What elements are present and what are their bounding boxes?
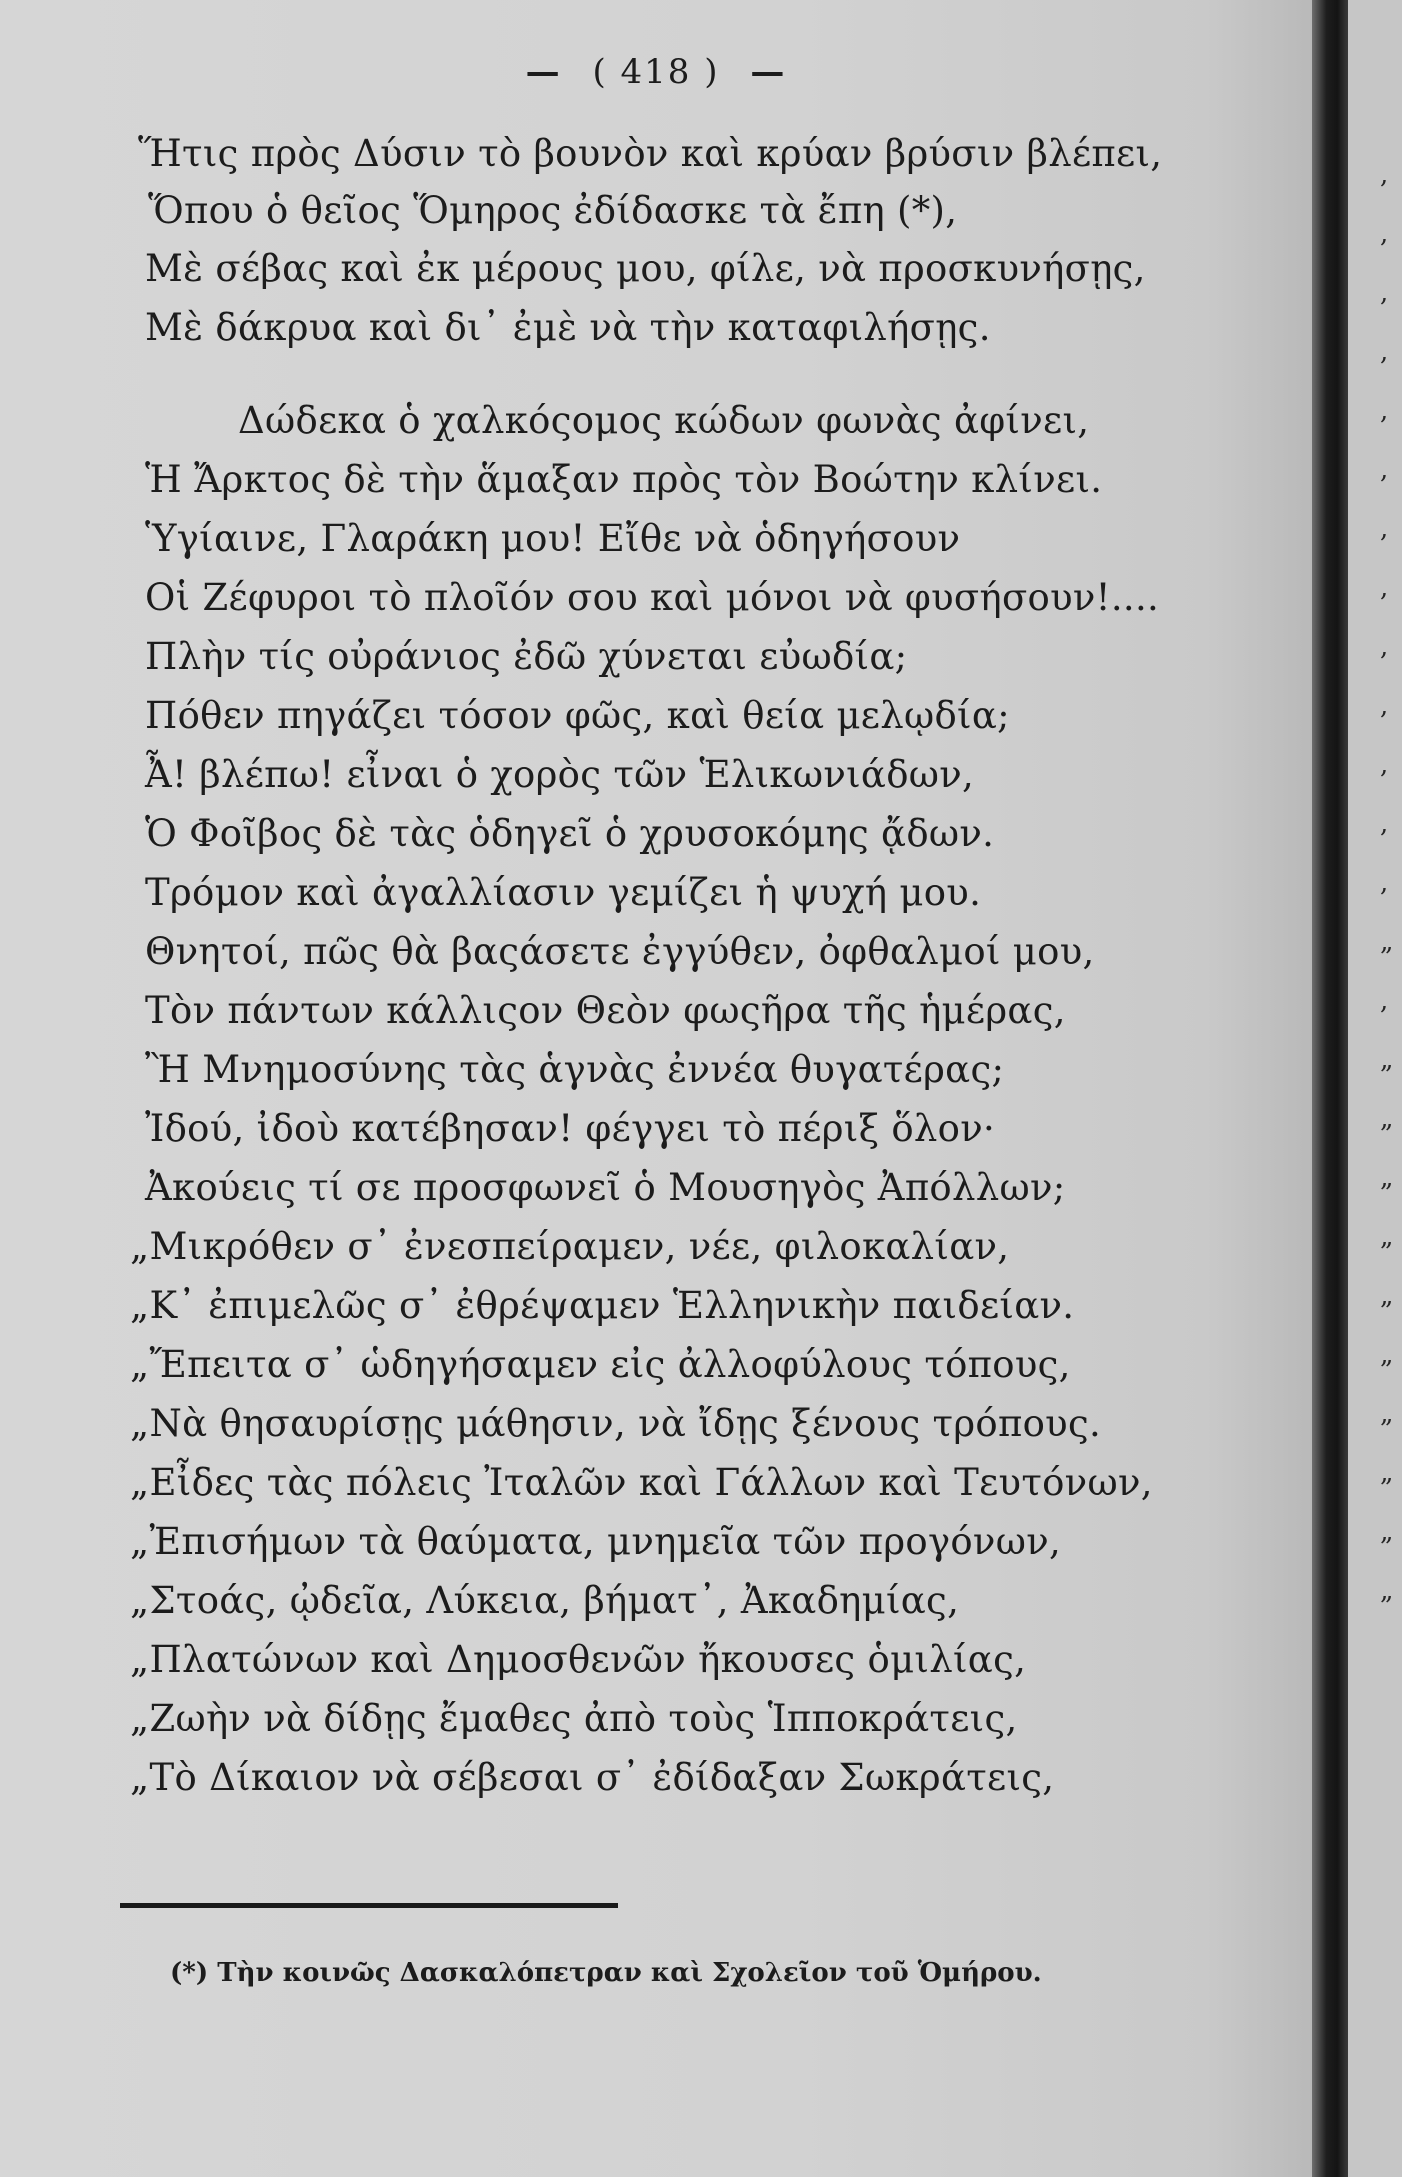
- page-header: [0, 52, 1312, 92]
- verse-line: „Ἐπισήμων τὰ θαύματα, μνημεῖα τῶν προγόνων,: [130, 1520, 1062, 1563]
- verse-line: Ἥτις πρὸς Δύσιν τὸ βουνὸν καὶ κρύαν βρύσιν βλέπει,: [138, 132, 1163, 175]
- verse-line: Πόθεν πηγάζει τόσον φῶς, καὶ θεία μελῳδία;: [145, 694, 1010, 737]
- adjacent-page-mark: „: [1380, 1576, 1394, 1606]
- verse-line: Ὑγίαινε, Γλαράκη μου! Εἴθε νὰ ὁδηγήσουν: [145, 517, 961, 560]
- adjacent-page-mark: ,: [1380, 632, 1389, 662]
- verse-line: Οἱ Ζέφυροι τὸ πλοῖόν σου καὶ μόνοι νὰ φυσήσουν!....: [145, 576, 1160, 619]
- verse-line: Ἀκούεις τί σε προσφωνεῖ ὁ Μουσηγὸς Ἀπόλλων;: [145, 1166, 1066, 1209]
- adjacent-page-mark: ,: [1380, 219, 1389, 249]
- adjacent-page-mark: „: [1380, 1458, 1394, 1488]
- adjacent-page-mark: ,: [1380, 573, 1389, 603]
- page-number: 418: [620, 52, 692, 92]
- adjacent-page-mark: ,: [1380, 160, 1389, 190]
- header-dash-right: —: [750, 52, 787, 92]
- verse-line: Δώδεκα ὁ χαλκόςομος κώδων φωνὰς ἀφίνει,: [238, 399, 1090, 442]
- adjacent-page-mark: „: [1380, 1517, 1394, 1547]
- adjacent-page-mark: „: [1380, 1045, 1394, 1075]
- adjacent-page-mark: ,: [1380, 868, 1389, 898]
- header-dash-left: —: [525, 52, 562, 92]
- verse-line: Μὲ δάκρυα καὶ δι᾽ ἐμὲ νὰ τὴν καταφιλήσῃς.: [145, 306, 991, 349]
- verse-line: Πλὴν τίς οὐράνιος ἐδῶ χύνεται εὐωδία;: [145, 635, 908, 678]
- adjacent-page-mark: „: [1380, 1340, 1394, 1370]
- adjacent-page-mark: ,: [1380, 691, 1389, 721]
- verse-line: Μὲ σέβας καὶ ἐκ μέρους μου, φίλε, νὰ προσκυνήσῃς,: [145, 247, 1146, 290]
- verse-line: „Στοάς, ᾠδεῖα, Λύκεια, βήματ᾽, Ἀκαδημίας,: [130, 1579, 960, 1622]
- footnote: (*) Τὴν κοινῶς Δασκαλόπετραν καὶ Σχολεῖον τοῦ Ὁμήρου.: [170, 1958, 1042, 1988]
- verse-line: Ἆ! βλέπω! εἶναι ὁ χορὸς τῶν Ἑλικωνιάδων,: [145, 753, 975, 796]
- verse-line: „Κ᾽ ἐπιμελῶς σ᾽ ἐθρέψαμεν Ἑλληνικὴν παιδείαν.: [130, 1284, 1075, 1327]
- verse-line: Ὅπου ὁ θεῖος Ὅμηρος ἐδίδασκε τὰ ἔπη (*),: [148, 189, 958, 232]
- adjacent-page-mark: ,: [1380, 514, 1389, 544]
- verse-line: „Νὰ θησαυρίσῃς μάθησιν, νὰ ἴδῃς ξένους τρόπους.: [130, 1402, 1102, 1445]
- adjacent-page-mark: „: [1380, 1281, 1394, 1311]
- adjacent-page-mark: ,: [1380, 396, 1389, 426]
- adjacent-page-mark: ,: [1380, 750, 1389, 780]
- adjacent-page-mark: ,: [1380, 337, 1389, 367]
- adjacent-page-mark: ,: [1380, 278, 1389, 308]
- adjacent-page-mark: „: [1380, 1104, 1394, 1134]
- verse-line: „Τὸ Δίκαιον νὰ σέβεσαι σ᾽ ἐδίδαξαν Σωκράτεις,: [130, 1756, 1055, 1799]
- header-paren-open: (: [592, 52, 608, 92]
- verse-line: Ἰδού, ἰδοὺ κατέβησαν! φέγγει τὸ πέριξ ὅλον·: [145, 1107, 996, 1150]
- book-gutter: [1312, 0, 1348, 2177]
- adjacent-page-mark: ,: [1380, 986, 1389, 1016]
- verse-line: „Εἶδες τὰς πόλεις Ἰταλῶν καὶ Γάλλων καὶ Τευτόνων,: [130, 1461, 1153, 1504]
- adjacent-page-mark: „: [1380, 1399, 1394, 1429]
- verse-line: Θνητοί, πῶς θὰ βαςάσετε ἐγγύθεν, ὀφθαλμοί μου,: [145, 930, 1095, 973]
- verse-line: Ὁ Φοῖβος δὲ τὰς ὁδηγεῖ ὁ χρυσοκόμης ᾄδων.: [145, 812, 995, 855]
- verse-line: Ἡ Ἄρκτος δὲ τὴν ἅμαξαν πρὸς τὸν Βοώτην κλίνει.: [145, 458, 1103, 501]
- verse-line: „Πλατώνων καὶ Δημοσθενῶν ἤκουσες ὁμιλίας,: [130, 1638, 1027, 1681]
- adjacent-page-mark: ,: [1380, 455, 1389, 485]
- adjacent-page-mark: „: [1380, 1222, 1394, 1252]
- adjacent-page-edge: [1348, 0, 1402, 2177]
- verse-line: Τὸν πάντων κάλλιςον Θεὸν φωςῆρα τῆς ἡμέρας,: [145, 989, 1066, 1032]
- verse-line: „Μικρόθεν σ᾽ ἐνεσπείραμεν, νέε, φιλοκαλίαν,: [130, 1225, 1010, 1268]
- adjacent-page-mark: „: [1380, 1163, 1394, 1193]
- footnote-rule: [120, 1903, 618, 1908]
- header-paren-close: ): [704, 52, 720, 92]
- adjacent-page-mark: „: [1380, 927, 1394, 957]
- verse-line: „Ζωὴν νὰ δίδῃς ἔμαθες ἀπὸ τοὺς Ἱπποκράτεις,: [130, 1697, 1018, 1740]
- verse-line: „Ἔπειτα σ᾽ ὡδηγήσαμεν εἰς ἀλλοφύλους τόπους,: [130, 1343, 1071, 1386]
- verse-line: Ἢ Μνημοσύνης τὰς ἁγνὰς ἐννέα θυγατέρας;: [145, 1048, 1005, 1091]
- verse-line: Τρόμον καὶ ἀγαλλίασιν γεμίζει ἡ ψυχή μου.: [145, 871, 982, 914]
- adjacent-page-mark: ,: [1380, 809, 1389, 839]
